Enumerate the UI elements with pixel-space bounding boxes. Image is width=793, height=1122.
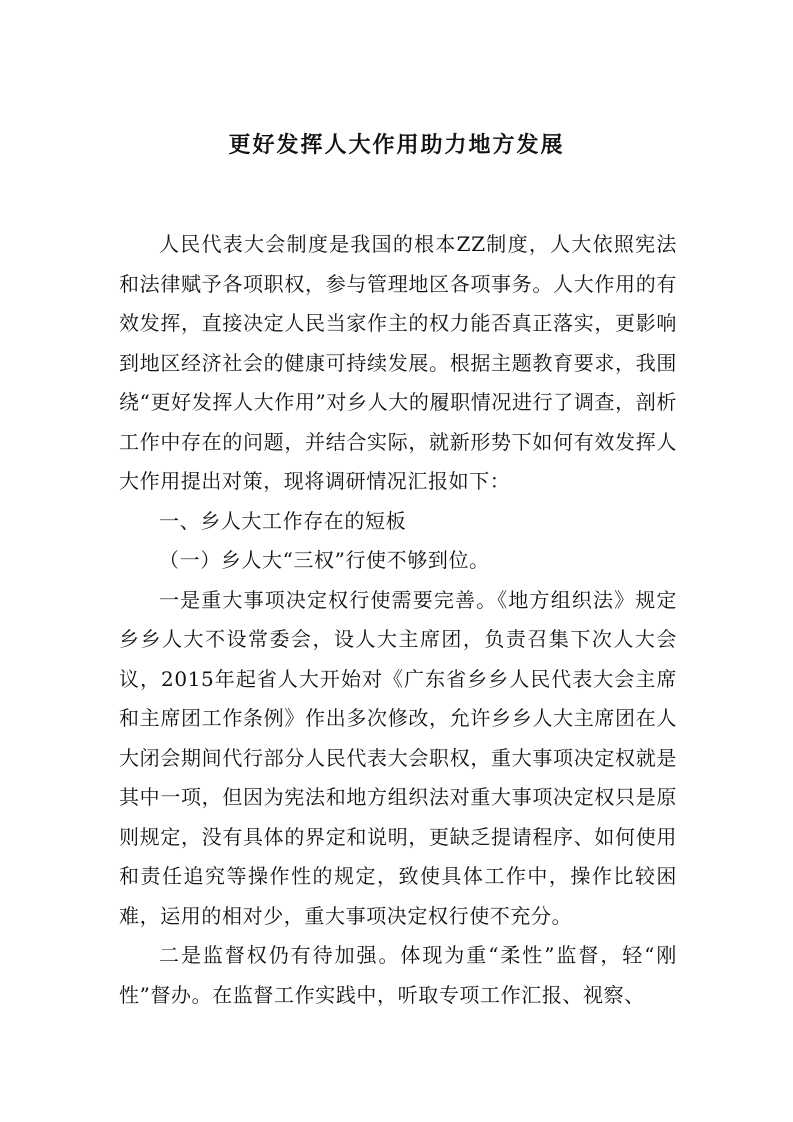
document-title: 更好发挥人大作用助力地方发展 bbox=[228, 132, 565, 158]
paragraph-supervision-power: 二是监督权仍有待加强。体现为重“柔性”监督，轻“刚性”督办。在监督工作实践中，听取专项工作汇报、视察、 bbox=[119, 943, 677, 1007]
section-heading-1: 一、乡人大工作存在的短板 bbox=[159, 508, 407, 533]
document-body bbox=[119, 225, 677, 1015]
subsection-heading-1: （一）乡人大“三权”行使不够到位。 bbox=[159, 548, 490, 572]
paragraph-intro: 人民代表大会制度是我国的根本ZZ制度，人大依照宪法和法律赋予各项职权，参与管理地区各项事务。人大作用的有效发挥，直接决定人民当家作主的权力能否真正落实，更影响到地区经济社会的健康可持续发展。根据主题教育要求，我围绕“更好发挥人大作用”对乡人大的履职情况进行了调查，剖析工作中存在的问题，并结合实际，就新形势下如何有效发挥人大作用提出对策，现将调研情况汇报如下： bbox=[119, 232, 677, 493]
paragraph-decision-power: 一是重大事项决定权行使需要完善。《地方组织法》规定乡乡人大不设常委会，设人大主席团，负责召集下次人大会议，2015年起省人大开始对《广东省乡乡人民代表大会主席和主席团工作条例》作出多次修改，允许乡乡人大主席团在人大闭会期间代行部分人民代表大会职权，重大事项决定权就是其中一项，但因为宪法和地方组织法对重大事项决定权只是原则规定，没有具体的界定和说明，更缺乏提请程序、如何使用和责任追究等操作性的规定，致使具体工作中，操作比较困难，运用的相对少，重大事项决定权行使不充分。 bbox=[119, 587, 677, 928]
